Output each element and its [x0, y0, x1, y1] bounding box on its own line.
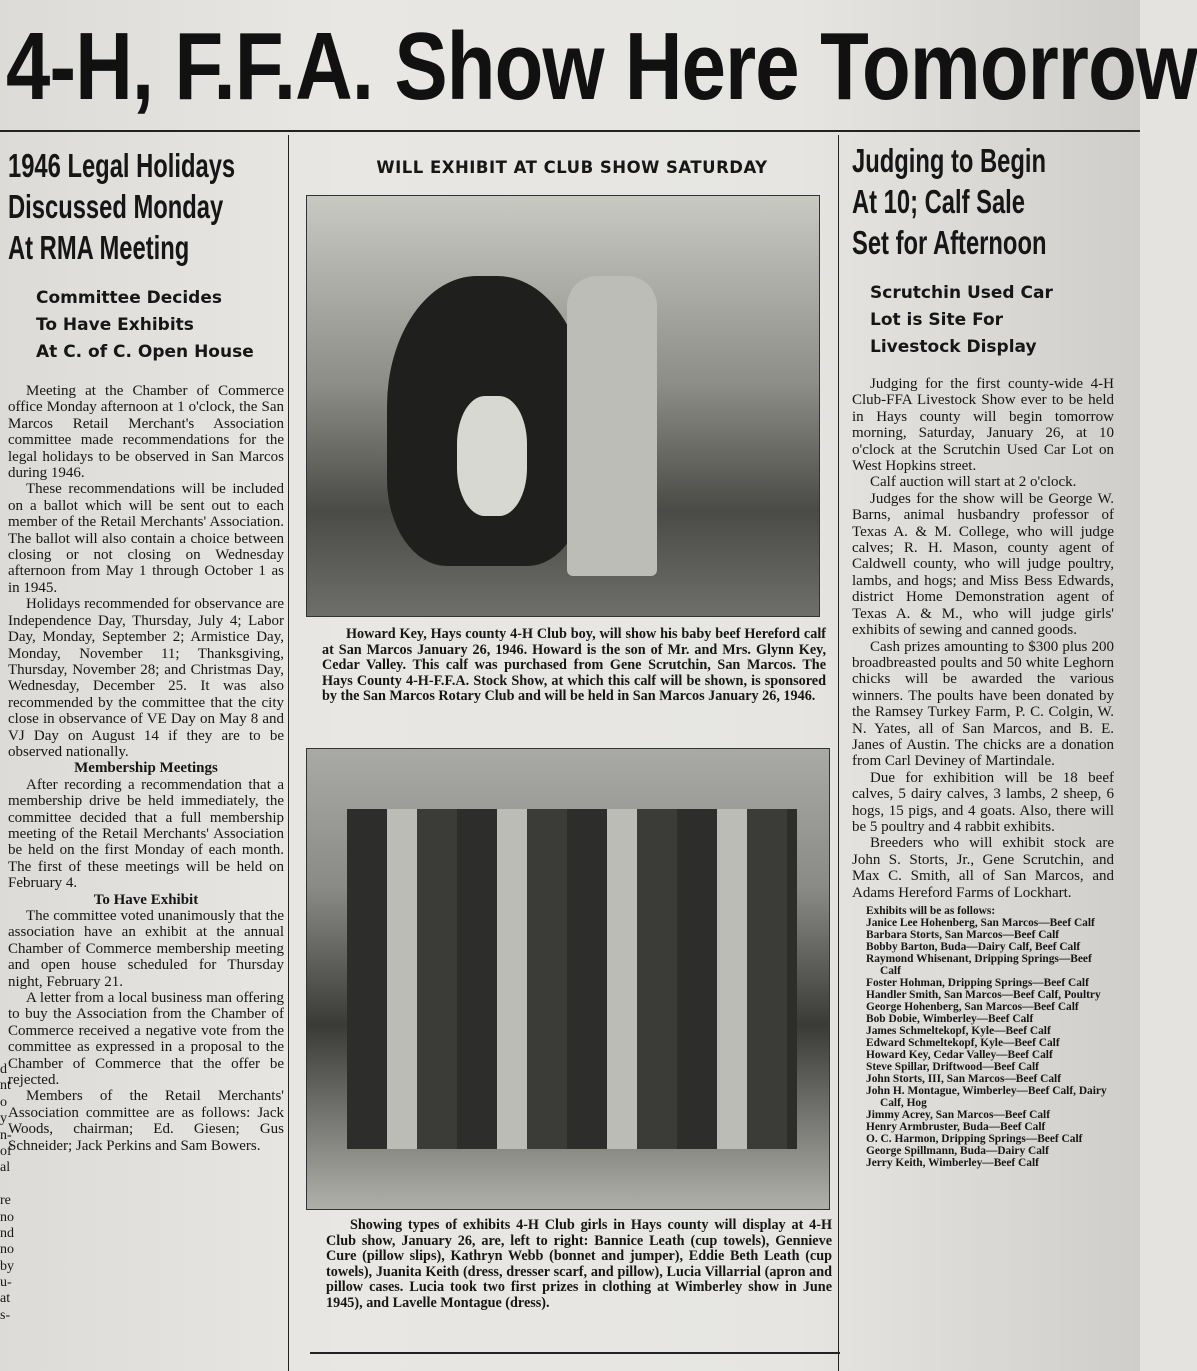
paragraph: Judges for the show will be George W. Barns, animal husbandry professor of Texas A. & M. College, who will judge calves; R. H. Mason, county agent of Caldwell county, who will judge poultry, lambs, and hogs; and Miss Bess Edwards, district Home Demonstration agent of Texas A. & M., who will judge girls' exhibits of sewing and canned goods. — [852, 490, 1114, 639]
main-headline: 4-H, F.F.A. Show Here Tomorrow — [6, 13, 1197, 120]
fragment-text: o — [0, 1094, 7, 1110]
paragraph: After recording a recommendation that a membership drive be held immediately, the committee decided that a full membership meeting of the Retail Merchants' Association be held on the first Monday of each month. The first of these meetings will be held on February 4. — [8, 776, 284, 892]
exhibit-entry: Jerry Keith, Wimberley—Beef Calf — [866, 1157, 1039, 1169]
caption-rule — [310, 1352, 840, 1354]
photo-caption-calf: Howard Key, Hays county 4-H Club boy, will show his baby beef Hereford calf at San Marcos January 26, 1946. Howard is the son of Mr. and Mrs. Glynn Key, Cedar Valley. This calf was purchased from Gene Scrutchin, San Marcos. The Hays County 4-H-F.F.A. Stock Show, at which this calf will be shown, is sponsored by the San Marcos Rotary Club and will be held in San Marcos January 26, 1946. — [322, 626, 826, 705]
boy-shape — [567, 276, 657, 576]
subtitle-line: Lot is Site For — [870, 310, 1004, 330]
exhibit-entry: O. C. Harmon, Dripping Springs—Beef Calf — [866, 1133, 1083, 1145]
exhibit-entry: Howard Key, Cedar Valley—Beef Calf — [866, 1049, 1053, 1061]
fragment-text: no — [0, 1209, 14, 1225]
subtitle-line: Scrutchin Used Car — [870, 283, 1053, 303]
exhibit-entry: James Schmeltekopf, Kyle—Beef Calf — [866, 1025, 1051, 1037]
photo-boy-with-hereford-calf — [306, 195, 820, 617]
title-line: Discussed Monday — [8, 188, 224, 225]
exhibit-entry: Bob Dobie, Wimberley—Beef Calf — [866, 1013, 1034, 1025]
left-article-body — [8, 383, 284, 1154]
fragment-text: no — [0, 1242, 14, 1258]
paragraph: Cash prizes amounting to $300 plus 200 broadbreasted poults and 50 white Leghorn chicks will be awarded the various winners. The poults have been donated by the Ramsey Turkey Farm, P. C. Colgin, W. N. Yates, all of San Marcos, and B. E. Janes of Austin. The chicks are a donation from Carl Deviney of Martindale. — [852, 638, 1114, 770]
fragment-text: at — [0, 1291, 11, 1307]
fragment-text: nt — [0, 1078, 11, 1094]
paragraph: Calf auction will start at 2 o'clock. — [870, 474, 1077, 491]
exhibits-intro: Exhibits will be as follows: — [866, 905, 996, 917]
exhibit-entry: Henry Armbruster, Buda—Beef Calf — [866, 1121, 1046, 1133]
fragment-text: re — [0, 1193, 11, 1209]
photo-4h-club-girls — [306, 748, 830, 1210]
paragraph: Breeders who will exhibit stock are John S. Storts, Jr., Gene Scrutchin, and Max C. Smith, all of San Marcos, and Adams Hereford Farms of Lockhart. — [852, 835, 1114, 901]
right-article-subtitle — [852, 280, 1137, 376]
paragraph: Members of the Retail Merchants' Association committee are as follows: Jack Woods, chairman; Ed. Giesen; Gus Schneider; Jack Perkins and Sam Bowers. — [8, 1088, 284, 1154]
calf-face-shape — [457, 396, 527, 516]
exhibit-entry: Jimmy Acrey, San Marcos—Beef Calf — [866, 1109, 1051, 1121]
photo-section-title: WILL EXHIBIT AT CLUB SHOW SATURDAY — [376, 158, 768, 177]
fragment-text: d — [0, 1062, 7, 1077]
paragraph: These recommendations will be included on a ballot which will be sent out to each member of the Retail Merchants' Association. The ballot will also contain a choice between closing or not closing on Wednesday afternoon from May 1 through October 1 as in 1945. — [8, 481, 284, 596]
exhibit-entry: George Hohenberg, San Marcos—Beef Calf — [866, 1001, 1079, 1013]
fragment-text: u- — [0, 1275, 12, 1291]
right-article-title — [852, 140, 1137, 268]
subtitle-line: At C. of C. Open House — [36, 342, 254, 362]
exhibit-entry: Raymond Whisenant, Dripping Springs—Beef Calf — [866, 953, 1092, 977]
left-article-title — [8, 145, 284, 273]
left-article — [8, 145, 284, 1154]
title-line: Judging to Begin — [852, 142, 1047, 179]
subtitle-line: Livestock Display — [870, 337, 1037, 357]
fragment-text — [0, 1177, 12, 1193]
exhibit-entry: Janice Lee Hohenberg, San Marcos—Beef Calf — [866, 917, 1095, 929]
fragment-text: by — [0, 1258, 14, 1274]
exhibit-entry: George Spillmann, Buda—Dairy Calf — [866, 1145, 1049, 1157]
girls-group-shape — [347, 809, 797, 1149]
left-article-subtitle — [8, 285, 284, 383]
paragraph: Holidays recommended for observance are Independence Day, Thursday, July 4; Labor Day, Monday, September 2; Armistice Day, Monday, November 11; Thanksgiving, Thursday, November 28; and Christmas Day, Wednesday, December 25. It was also recommended by the committee that the city close in observance of VE Day on May 8 and VJ Day on August 14 if they are to be observed nationally. — [8, 596, 284, 760]
paragraph: Due for exhibition will be 18 beef calves, 5 dairy calves, 3 lambs, 2 sheep, 6 hogs, 15 pigs, and 4 goats. Also, there will be 5 poultry and 4 rabbit exhibits. — [852, 769, 1114, 835]
headline-rule — [0, 130, 1140, 132]
fragment-text: n- — [0, 1127, 12, 1143]
paragraph: Judging for the first county-wide 4-H Club-FFA Livestock Show ever to be held in Hays county will begin tomorrow morning, Saturday, January 26, at 10 o'clock at the Scrutchin Used Car Lot on West Hopkins street. — [852, 376, 1114, 475]
section-heading: Membership Meetings — [74, 760, 218, 777]
section-heading: To Have Exhibit — [93, 891, 199, 908]
title-line: Set for Afternoon — [852, 224, 1047, 261]
title-line: At 10; Calf Sale — [852, 183, 1025, 220]
column-rule-left — [288, 135, 289, 1371]
fragment-text: s- — [0, 1307, 11, 1323]
exhibit-entry: John H. Montague, Wimberley—Beef Calf, Dairy Calf, Hog — [866, 1085, 1107, 1109]
exhibit-entry: Bobby Barton, Buda—Dairy Calf, Beef Calf — [866, 941, 1081, 953]
paragraph: The committee voted unanimously that the association have an exhibit at the annual Chamber of Commerce membership meeting and open house scheduled for Thursday night, February 21. — [8, 908, 284, 990]
subtitle-line: To Have Exhibits — [36, 315, 194, 335]
title-line: 1946 Legal Holidays — [8, 147, 236, 184]
exhibit-entry: Handler Smith, San Marcos—Beef Calf, Poultry — [866, 989, 1101, 1001]
right-article-body — [852, 376, 1114, 901]
exhibit-entry: Steve Spillar, Driftwood—Beef Calf — [866, 1061, 1039, 1073]
fragment-text: al — [0, 1160, 11, 1176]
fragment-text: y — [0, 1111, 7, 1127]
exhibit-entry: Edward Schmeltekopf, Kyle—Beef Calf — [866, 1037, 1060, 1049]
exhibit-entry: Foster Hohman, Dripping Springs—Beef Calf — [866, 977, 1089, 989]
right-article — [852, 140, 1137, 1169]
exhibit-entry: John Storts, III, San Marcos—Beef Calf — [866, 1073, 1062, 1085]
exhibit-entry: Barbara Storts, San Marcos—Beef Calf — [866, 929, 1060, 941]
fragment-text: of — [0, 1143, 12, 1159]
fragment-text: nd — [0, 1225, 14, 1241]
subtitle-line: Committee Decides — [36, 288, 223, 308]
paragraph: A letter from a local business man offering to buy the Association from the Chamber of Commerce received a negative vote from the committee as expressed in a proposal to the Chamber of Commerce that the offer be rejected. — [8, 990, 284, 1089]
photo-caption-girls: Showing types of exhibits 4-H Club girls in Hays county will display at 4-H Club show, January 26, are, left to right: Bannice Leath (cup towels), Gennieve Cure (pillow slips), Kathryn Webb (bonnet and jumper), Eddie Beth Leath (cup towels), Juanita Keith (dress, dresser scarf, and pillow), Lucia Villarrial (apron and pillow cases. Lucia took two first prizes in clothing at Wimberley show in June 1945), and Lavelle Montague (dress). — [326, 1217, 832, 1311]
exhibits-list — [852, 905, 1114, 1169]
paragraph: Meeting at the Chamber of Commerce office Monday afternoon at 1 o'clock, the San Marcos Retail Merchant's Association committee made recommendations for the legal holidays to be observed in San Marcos during 1946. — [8, 383, 284, 482]
title-line: At RMA Meeting — [8, 229, 190, 266]
column-rule-right — [838, 135, 839, 1371]
